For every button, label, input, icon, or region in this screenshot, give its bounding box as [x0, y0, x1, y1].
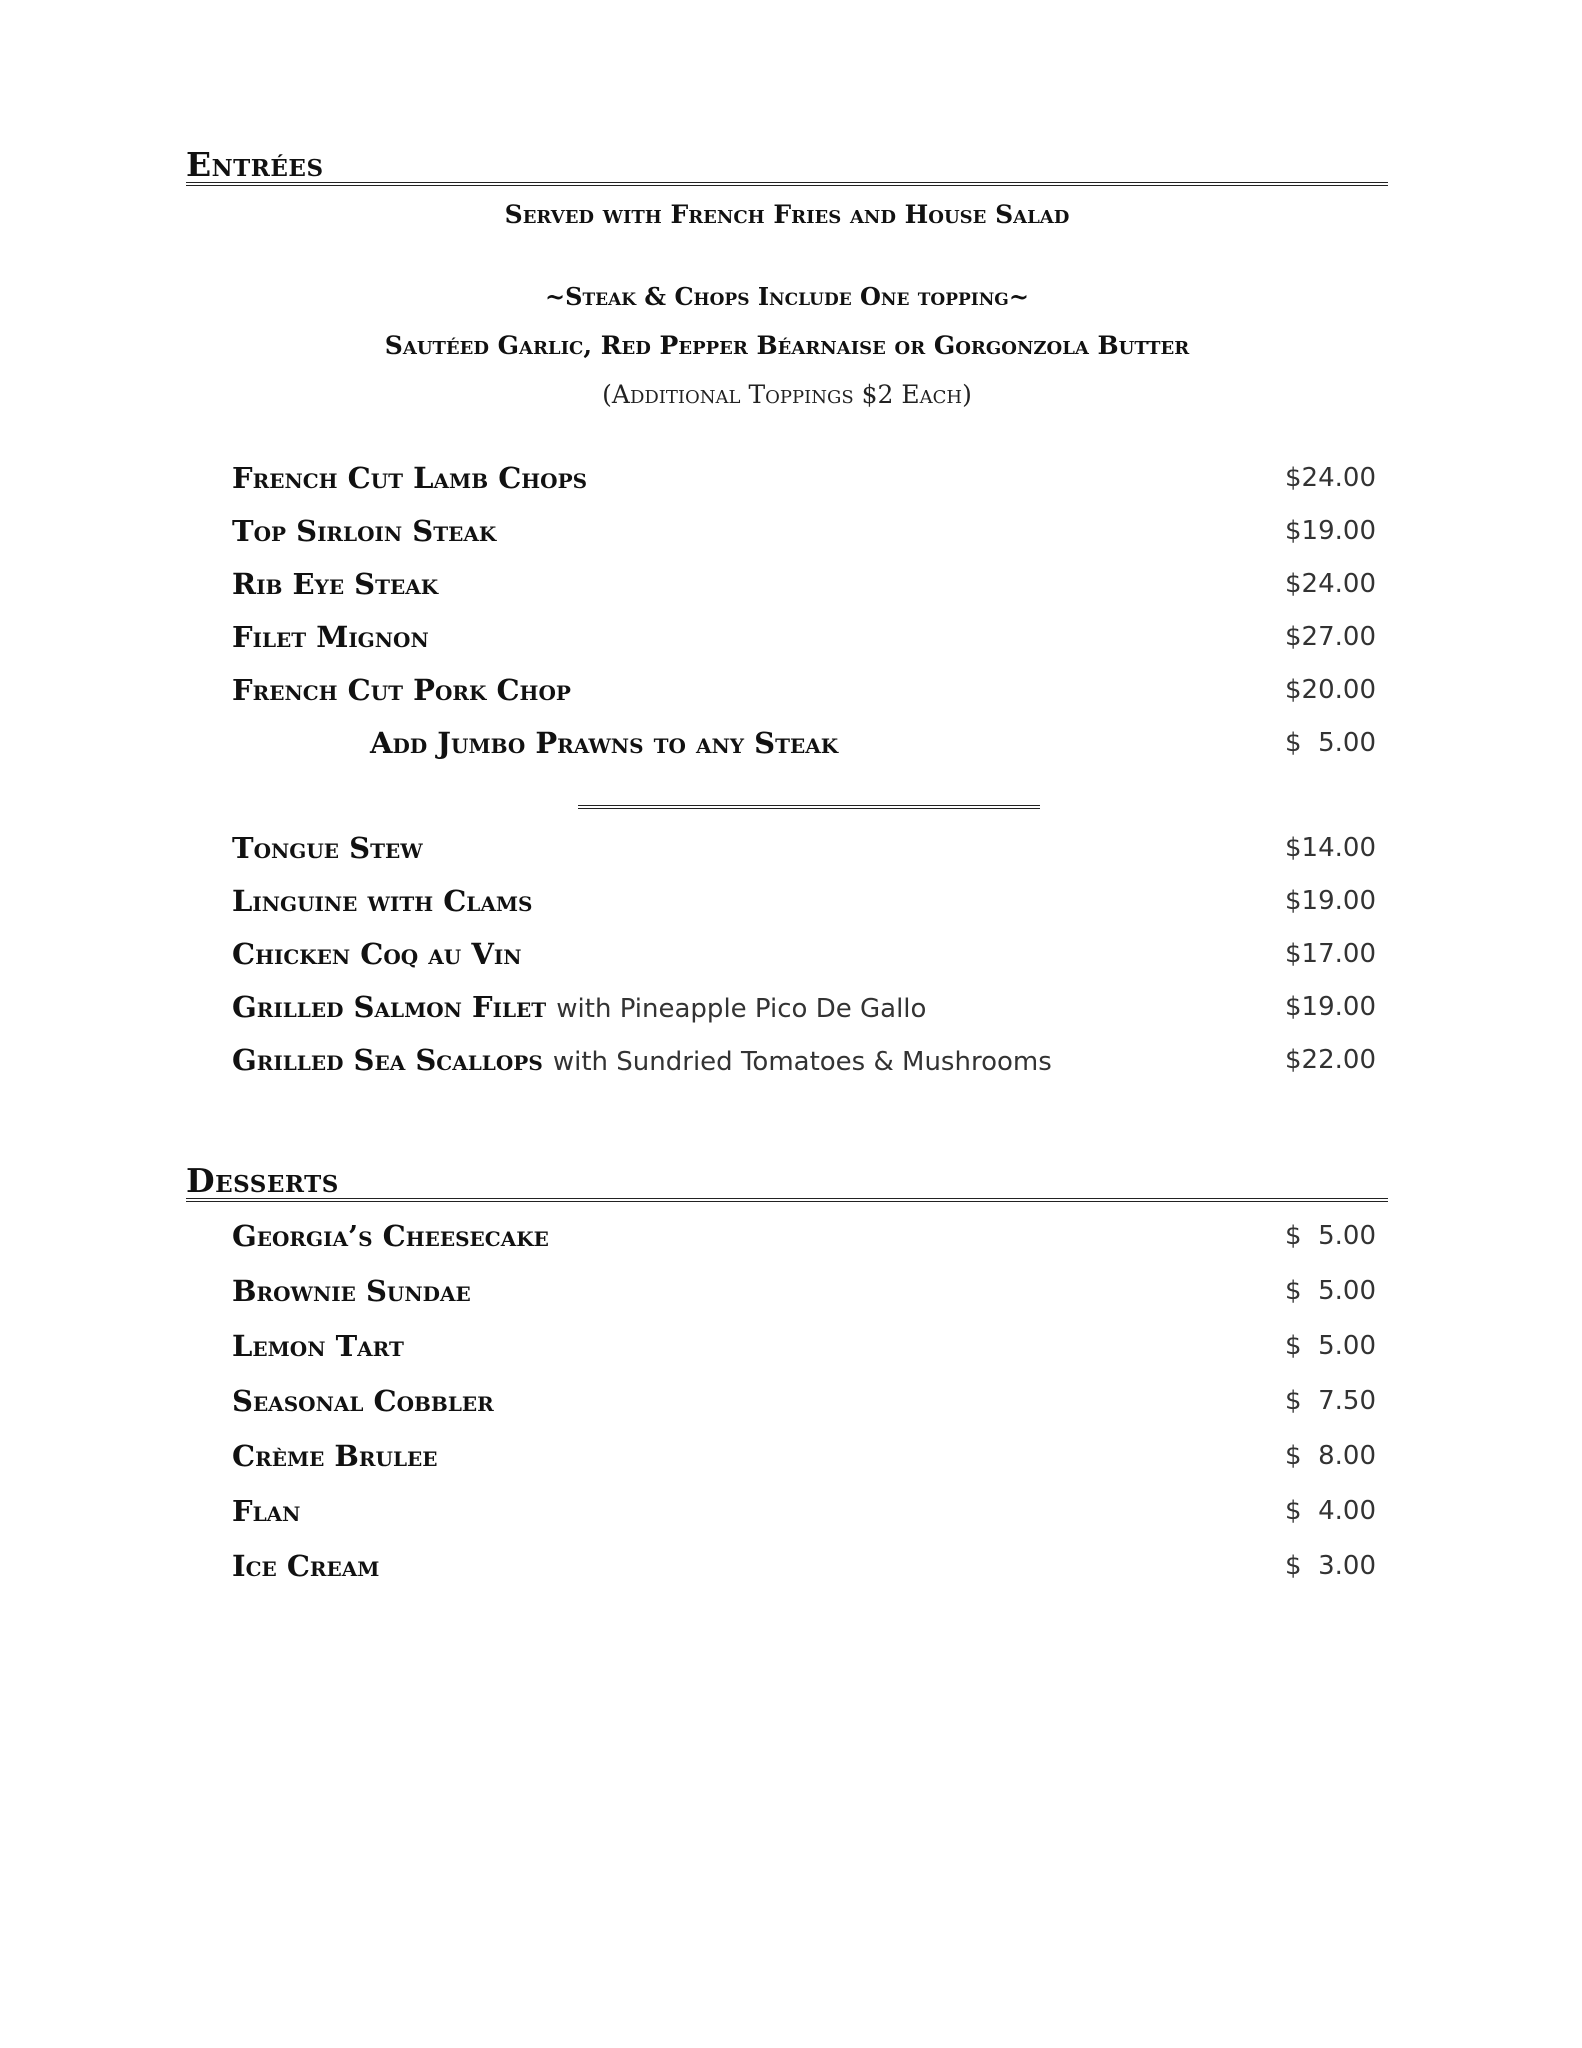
menu-item [232, 987, 1382, 1027]
item-name: Chicken Coq au Vin [232, 937, 522, 971]
desserts-header [186, 1161, 1388, 1202]
desserts-title: Desserts [186, 1161, 339, 1200]
item-price: $22.00 [1285, 1045, 1376, 1075]
item-desc: with Sundried Tomatoes & Mushrooms [552, 1047, 1052, 1077]
menu-item [232, 617, 1382, 657]
item-price: $19.00 [1285, 516, 1376, 546]
item-price: $ 8.00 [1285, 1441, 1376, 1471]
item-price: $27.00 [1285, 622, 1376, 652]
item-name: Crème Brulee [232, 1439, 438, 1473]
item-name: Brownie Sundae [232, 1274, 471, 1308]
item-name: Add Jumbo Prawns to any Steak [370, 726, 839, 760]
menu-item [232, 1491, 1382, 1531]
item-price: $ 4.00 [1285, 1496, 1376, 1526]
item-price: $14.00 [1285, 833, 1376, 863]
item-name: Flan [232, 1494, 301, 1528]
item-name: French Cut Pork Chop [232, 673, 571, 707]
topping-note: ~Steak & Chops Include One topping~ [545, 282, 1029, 311]
entrees-title: Entrées [186, 145, 324, 184]
item-name: Lemon Tart [232, 1329, 404, 1363]
item-price: $ 5.00 [1285, 1276, 1376, 1306]
item-price: $ 5.00 [1285, 728, 1376, 758]
item-name: Top Sirloin Steak [232, 514, 497, 548]
topping-extra: (Additional Toppings $2 Each) [602, 380, 972, 409]
menu-item [232, 1381, 1382, 1421]
item-desc: with Pineapple Pico De Gallo [556, 994, 927, 1024]
item-name: Filet Mignon [232, 620, 429, 654]
menu-item [232, 723, 1382, 763]
menu-item [232, 458, 1382, 498]
menu-item [232, 1216, 1382, 1256]
menu-item [232, 1326, 1382, 1366]
menu-item [232, 934, 1382, 974]
item-price: $17.00 [1285, 939, 1376, 969]
section-divider [578, 805, 1040, 809]
item-name: Seasonal Cobbler [232, 1384, 494, 1418]
entrees-subtitle: Served with French Fries and House Salad [504, 200, 1070, 229]
item-name-with-desc [232, 1040, 1052, 1082]
item-name: French Cut Lamb Chops [232, 461, 588, 495]
menu-item [232, 881, 1382, 921]
item-name: Georgia’s Cheesecake [232, 1219, 549, 1253]
item-name: Grilled Sea Scallops [232, 1043, 543, 1077]
item-name: Tongue Stew [232, 831, 423, 865]
item-price: $ 5.00 [1285, 1221, 1376, 1251]
menu-item [232, 670, 1382, 710]
item-name-with-desc [232, 987, 926, 1029]
item-price: $ 7.50 [1285, 1386, 1376, 1416]
item-price: $ 5.00 [1285, 1331, 1376, 1361]
item-price: $24.00 [1285, 463, 1376, 493]
menu-item [232, 1040, 1382, 1080]
menu-item [232, 1271, 1382, 1311]
item-name: Ice Cream [232, 1549, 380, 1583]
menu-item [232, 1436, 1382, 1476]
menu-item [232, 564, 1382, 604]
menu-item [232, 828, 1382, 868]
menu-item [232, 511, 1382, 551]
item-price: $20.00 [1285, 675, 1376, 705]
item-price: $19.00 [1285, 992, 1376, 1022]
item-name: Grilled Salmon Filet [232, 990, 547, 1024]
topping-options: Sautéed Garlic, Red Pepper Béarnaise or Gorgonzola Butter [384, 331, 1190, 360]
item-price: $ 3.00 [1285, 1551, 1376, 1581]
item-name: Linguine with Clams [232, 884, 533, 918]
item-name: Rib Eye Steak [232, 567, 439, 601]
item-price: $19.00 [1285, 886, 1376, 916]
entrees-header [186, 145, 1388, 186]
item-price: $24.00 [1285, 569, 1376, 599]
menu-item [232, 1546, 1382, 1586]
